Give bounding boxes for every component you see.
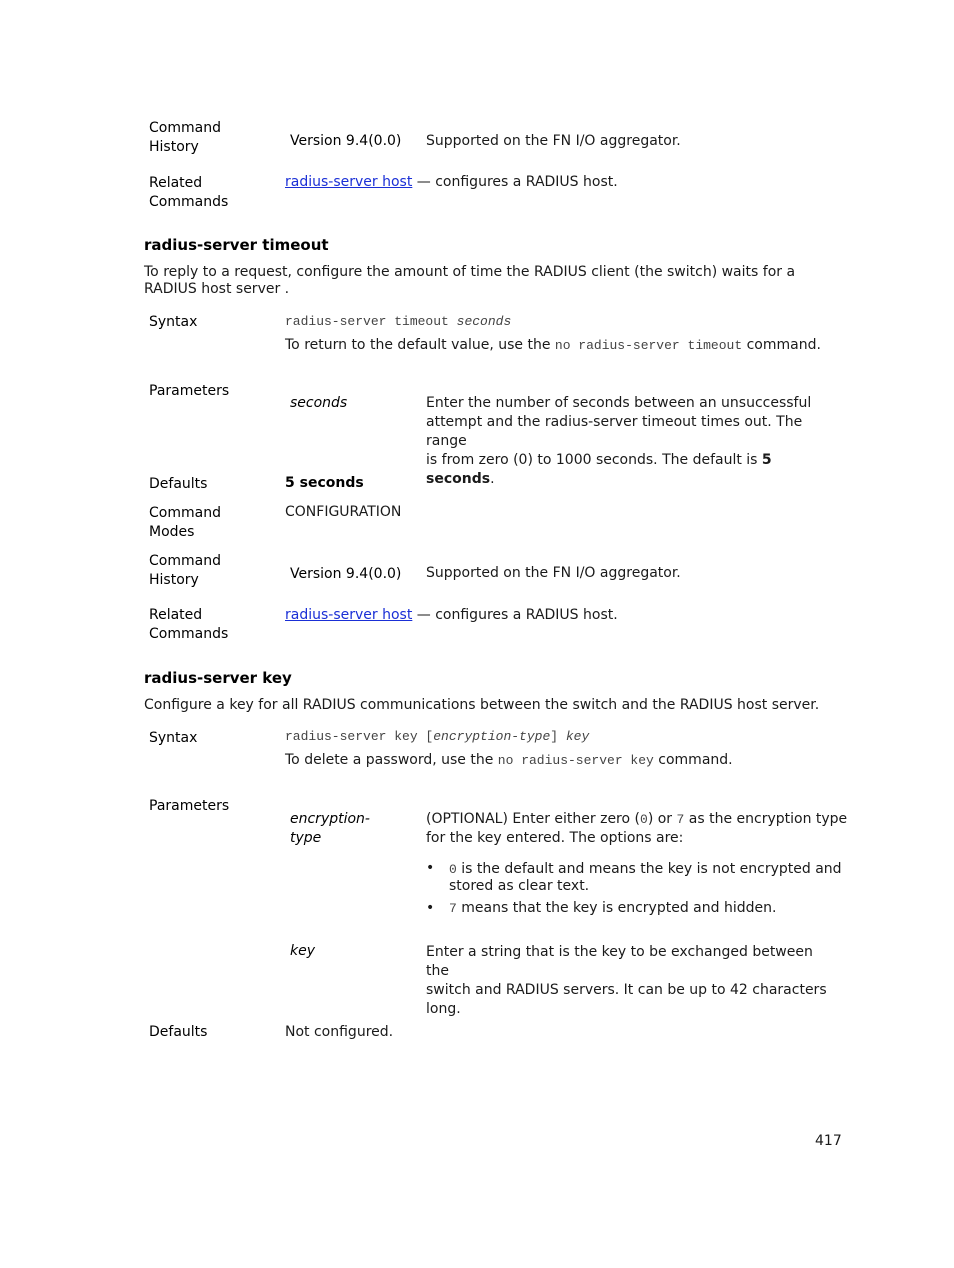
syntax-command: radius-server key [encryption-type] key <box>285 729 590 744</box>
syntax-command: radius-server timeout seconds <box>285 314 512 329</box>
history-description: Supported on the FN I/O aggregator. <box>426 133 681 149</box>
command-history-label: Command History <box>149 553 221 588</box>
syntax-note: To delete a password, use the no radius-server key command. <box>285 752 733 768</box>
syntax-label: Syntax <box>149 314 198 330</box>
bullet-icon: • <box>426 900 435 916</box>
param-name-encryption-type: encryption- type <box>290 811 370 846</box>
param-desc-key: Enter a string that is the key to be exchanged between the switch and RADIUS servers. It can be up to 42 characters long. <box>426 944 827 1017</box>
page-number: 417 <box>815 1133 842 1149</box>
param-name-seconds: seconds <box>290 395 348 411</box>
syntax-label: Syntax <box>149 730 198 746</box>
related-commands-entry: radius-server host — configures a RADIUS host. <box>285 174 618 190</box>
command-modes-label: Command Modes <box>149 505 221 540</box>
related-commands-label: Related Commands <box>149 175 229 210</box>
command-history-label: Command History <box>149 120 221 155</box>
defaults-label: Defaults <box>149 1024 208 1040</box>
param-desc-seconds: Enter the number of seconds between an unsuccessful attempt and the radius-server timeout times out. The range is from zero (0) to 1000 seconds. The default is 5 seconds. <box>426 395 812 487</box>
parameters-label: Parameters <box>149 798 230 814</box>
related-commands-entry: radius-server host — configures a RADIUS host. <box>285 607 618 623</box>
history-description: Supported on the FN I/O aggregator. <box>426 565 681 581</box>
defaults-value: 5 seconds <box>285 475 364 491</box>
defaults-value: Not configured. <box>285 1024 394 1040</box>
timeout-intro: To reply to a request, configure the amount of time the RADIUS client (the switch) waits for a RADIUS host server . <box>144 264 796 297</box>
parameters-label: Parameters <box>149 383 230 399</box>
param-name-key: key <box>290 943 316 959</box>
list-item: 7 means that the key is encrypted and hidden. <box>449 900 777 916</box>
radius-server-host-link[interactable]: radius-server host <box>285 607 413 623</box>
bullet-icon: • <box>426 860 435 876</box>
list-item: 0 is the default and means the key is not encrypted and stored as clear text. <box>449 861 842 894</box>
defaults-label: Defaults <box>149 476 208 492</box>
command-modes-value: CONFIGURATION <box>285 504 402 520</box>
history-version: Version 9.4(0.0) <box>290 566 402 582</box>
radius-server-host-link[interactable]: radius-server host <box>285 174 413 190</box>
related-commands-label: Related Commands <box>149 607 229 642</box>
history-version: Version 9.4(0.0) <box>290 133 402 149</box>
syntax-note: To return to the default value, use the no radius-server timeout command. <box>285 337 821 353</box>
section-heading-key: radius-server key <box>144 669 292 687</box>
section-heading-timeout: radius-server timeout <box>144 236 329 254</box>
key-intro: Configure a key for all RADIUS communications between the switch and the RADIUS host server. <box>144 697 820 713</box>
param-desc-encryption-type: (OPTIONAL) Enter either zero (0) or 7 as the encryption type for the key entered. The options are: <box>426 811 848 846</box>
